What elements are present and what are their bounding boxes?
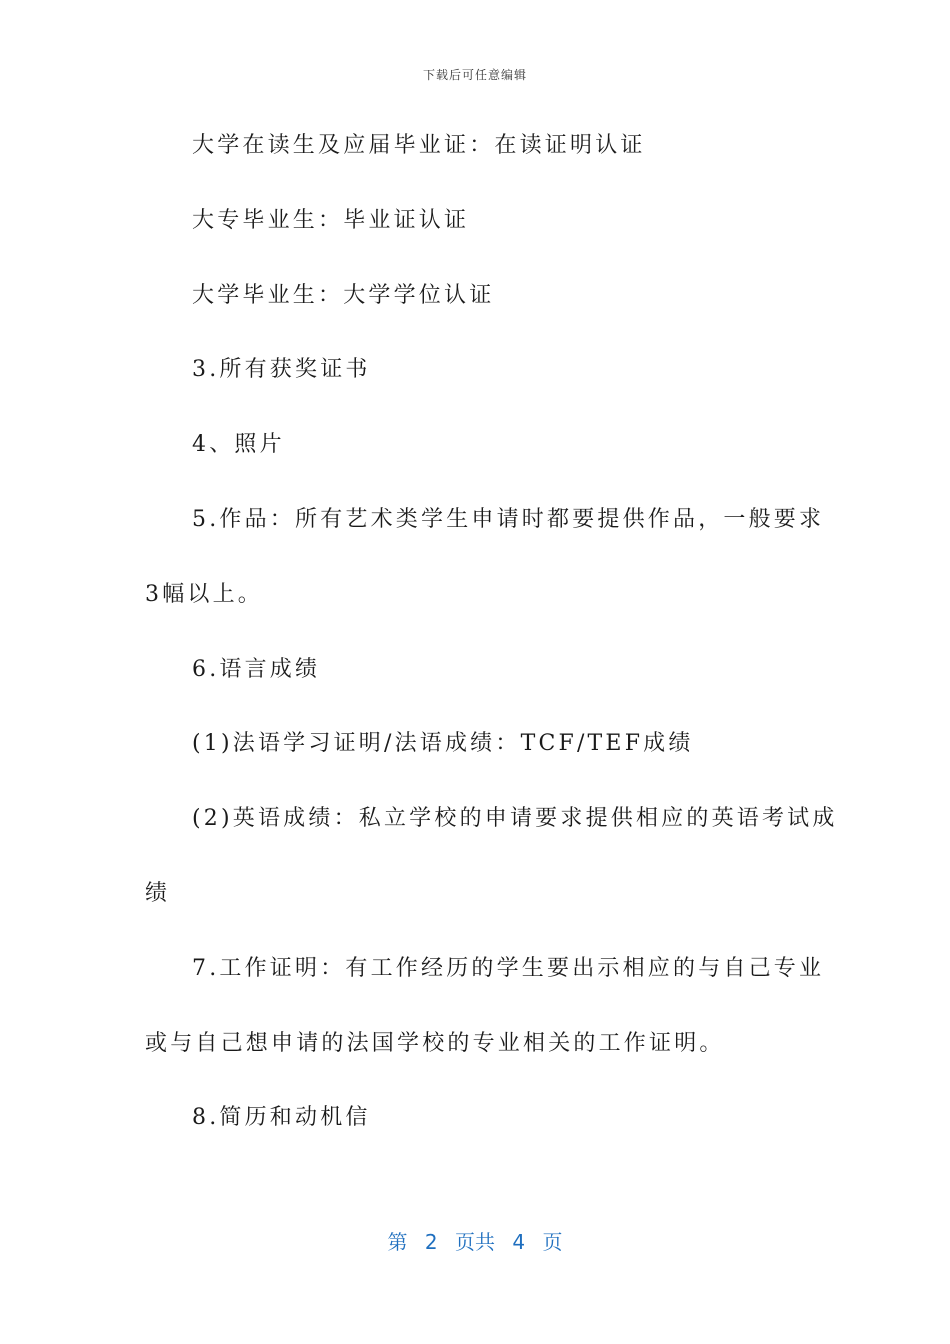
paragraph-line: 3.所有获奖证书 bbox=[192, 357, 371, 383]
paragraph-line: (2)英语成绩：私立学校的申请要求提供相应的英语考试成 bbox=[192, 806, 838, 832]
paragraph-line: 8.简历和动机信 bbox=[192, 1105, 371, 1131]
page-footer bbox=[0, 1226, 950, 1255]
paragraph-line: 4、照片 bbox=[192, 432, 285, 458]
footer-total-pages: 4 bbox=[512, 1230, 526, 1254]
paragraph-line: 大学毕业生：大学学位认证 bbox=[192, 282, 495, 308]
paragraph-line: 6.语言成绩 bbox=[192, 656, 321, 682]
paragraph-line: 大专毕业生：毕业证认证 bbox=[192, 207, 470, 233]
document-body bbox=[145, 127, 838, 1137]
footer-suffix: 页 bbox=[542, 1230, 563, 1254]
paragraph-line-continued: 绩 bbox=[145, 880, 171, 906]
paragraph-line-continued: 或与自己想申请的法国学校的专业相关的工作证明。 bbox=[145, 1030, 725, 1056]
footer-prefix: 第 bbox=[387, 1230, 408, 1254]
paragraph-line-continued: 3幅以上。 bbox=[145, 581, 263, 607]
paragraph-line: (1)法语学习证明/法语成绩：TCF/TEF成绩 bbox=[192, 731, 694, 757]
footer-page-number: 2 bbox=[424, 1230, 438, 1254]
page-header: 下载后可任意编辑 bbox=[422, 68, 527, 82]
paragraph-line: 7.工作证明：有工作经历的学生要出示相应的与自己专业 bbox=[192, 955, 825, 981]
paragraph-line: 5.作品：所有艺术类学生申请时都要提供作品，一般要求 bbox=[192, 506, 825, 532]
footer-middle: 页共 bbox=[455, 1230, 495, 1254]
paragraph-line: 大学在读生及应届毕业证：在读证明认证 bbox=[192, 133, 646, 158]
